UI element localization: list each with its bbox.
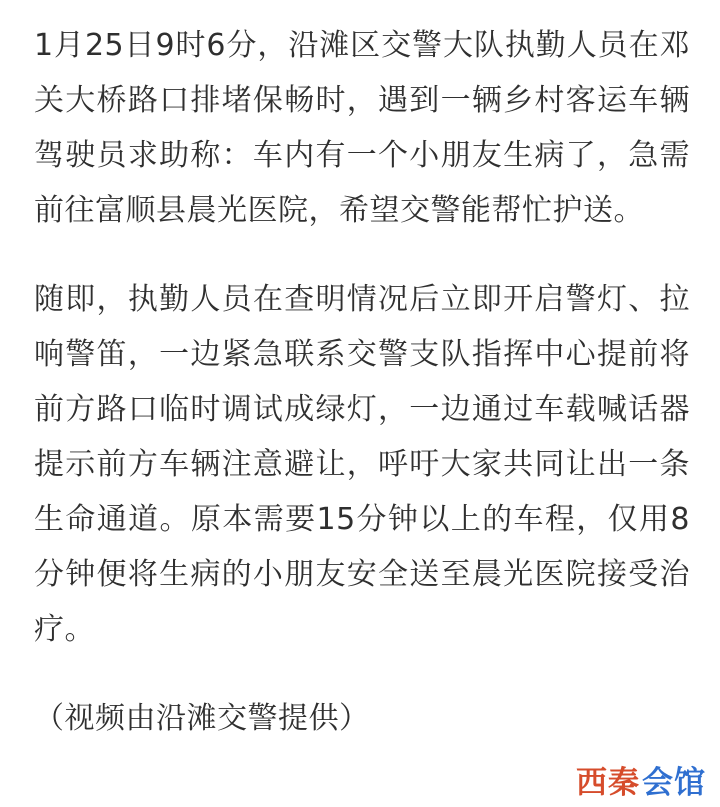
article-paragraph-2: 随即，执勤人员在查明情况后立即开启警灯、拉响警笛，一边紧急联系交警支队指挥中心提前将前方路口临时调试成绿灯，一边通过车载喊话器提示前方车辆注意避让，呼吁大家共同让出一条生命通道。原本需要15分钟以上的车程，仅用8分钟便将生病的小朋友安全送至晨光医院接受治疗。: [34, 282, 690, 647]
watermark-text-secondary: 会馆: [642, 765, 706, 801]
article-source-note: （视频由沿滩交警提供）: [34, 701, 370, 736]
article-paragraph-1: 1月25日9时6分，沿滩区交警大队执勤人员在邓关大桥路口排堵保畅时，遇到一辆乡村客运车辆驾驶员求助称：车内有一个小朋友生病了，急需前往富顺县晨光医院，希望交警能帮忙护送。: [34, 28, 690, 228]
watermark-logo: [576, 765, 706, 801]
watermark-text-primary: 西秦: [576, 765, 640, 801]
